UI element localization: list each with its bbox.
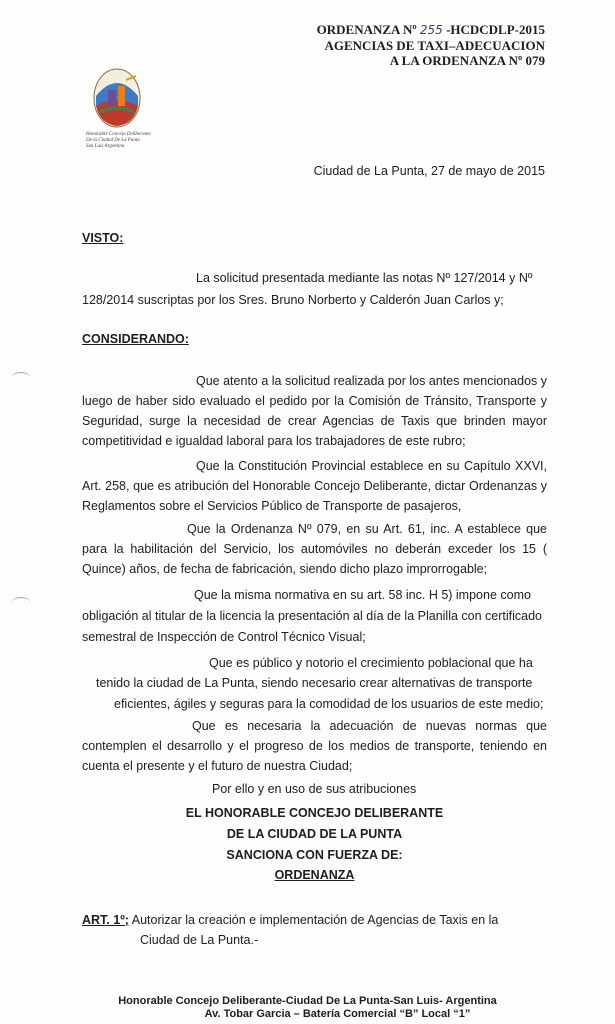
logo-caption-line-2: De la Ciudad De La Punta: [86, 138, 140, 143]
visto-line-1: La solicitud presentada mediante las notas Nº 127/2014 y Nº: [196, 271, 533, 285]
handwritten-ordinance-number: 255: [419, 23, 443, 37]
council-emblem-icon: [86, 66, 148, 130]
logo-caption-line-3: San Luis Argentina: [86, 144, 125, 149]
considerando-paragraph-6: [82, 716, 547, 776]
considerando-paragraph-4-line-2: obligación al titular de la licencia la presentación al día de la Planilla con certificado: [82, 609, 542, 623]
logo-caption-line-1: Honorable Concejo Deliberante: [86, 132, 151, 137]
header-line-1: [317, 22, 545, 38]
visto-line-2: 128/2014 suscriptas por los Sres. Bruno Norberto y Calderón Juan Carlos y;: [82, 293, 504, 307]
considerando-paragraph-4-line-3: semestral de Inspección de Control Técnico Visual;: [82, 630, 366, 644]
sanction-line-3: SANCIONA CON FUERZA DE:: [226, 848, 403, 862]
article-1-text: Autorizar la creación e implementación de Agencias de Taxis en la: [131, 913, 499, 927]
considerando-paragraph-1-text: Que atento a la solicitud realizada por los antes mencionados y luego de haber sido evaluado el pedido por la Comisión de Tránsito, Transporte y Seguridad, surge la necesidad de crear Agencias de Taxis que brinden mayor competitividad e igualdad laboral para los trabajadores de este rubro;: [82, 374, 547, 448]
considerando-paragraph-5-line-3: eficientes, ágiles y seguras para la comodidad de los usuarios de este medio;: [114, 697, 544, 711]
logo-caption: [86, 132, 156, 150]
punch-hole-mark: [12, 372, 30, 383]
considerando-paragraph-5-line-1: Que es público y notorio el crecimiento poblacional que ha: [209, 656, 533, 670]
header-line-3: A LA ORDENANZA Nº 079: [389, 53, 545, 68]
article-1-line-2: Ciudad de La Punta.-: [140, 933, 259, 947]
sanction-line-1: EL HONORABLE CONCEJO DELIBERANTE: [185, 806, 444, 820]
considerando-paragraph-2: [82, 456, 547, 516]
sanction-ordenanza-title: ORDENANZA: [274, 868, 355, 882]
council-logo: [86, 66, 151, 150]
header-line-2: AGENCIAS DE TAXI–ADECUACION: [324, 38, 545, 53]
header-ordinance-suffix: -HCDCDLP-2015: [446, 22, 545, 37]
visto-heading: VISTO:: [82, 231, 124, 245]
article-1-line-1: [82, 910, 498, 930]
considerando-paragraph-1: [82, 371, 547, 451]
considerando-paragraph-6-text: Que es necesaria la adecuación de nuevas normas que contemplen el desarrollo y el progreso de los medios de transporte, teniendo en cuenta el presente y el futuro de nuestra Ciudad;: [82, 719, 547, 773]
header-ordinance-prefix: ORDENANZA Nº: [316, 22, 417, 37]
document-header: [317, 22, 545, 68]
footer-line-2: Av. Tobar Garcia – Batería Comercial “B” Local “1”: [204, 1008, 471, 1020]
considerando-paragraph-3: [82, 519, 547, 579]
punch-hole-mark: [12, 597, 30, 608]
considerando-paragraph-2-text: Que la Constitución Provincial establece en su Capítulo XXVI, Art. 258, que es atribución del Honorable Concejo Deliberante, dictar Ordenanzas y Reglamentos sobre el Servicios Público de Transporte de pasajeros,: [82, 459, 547, 513]
considerando-paragraph-5-line-2: tenido la ciudad de La Punta, siendo necesario crear alternativas de transporte: [96, 676, 533, 690]
considerando-paragraph-3-text: Que la Ordenanza Nº 079, en su Art. 61, inc. A establece que para la habilitación del Servicio, los automóviles no deberán exceder los 15 ( Quince) años, de fecha de fabricación, siendo dicho plazo improrrogable;: [82, 522, 547, 576]
document-date: Ciudad de La Punta, 27 de mayo de 2015: [313, 164, 545, 178]
considerando-paragraph-7: Por ello y en uso de sus atribuciones: [212, 782, 417, 796]
considerando-heading: CONSIDERANDO:: [82, 332, 189, 346]
footer-line-1: Honorable Concejo Deliberante-Ciudad De La Punta-San Luis- Argentina: [118, 995, 497, 1007]
sanction-line-2: DE LA CIUDAD DE LA PUNTA: [226, 827, 403, 841]
article-1-label: ART. 1º;: [82, 913, 129, 927]
considerando-paragraph-4-line-1: Que la misma normativa en su art. 58 inc. H 5) impone como: [194, 588, 531, 602]
